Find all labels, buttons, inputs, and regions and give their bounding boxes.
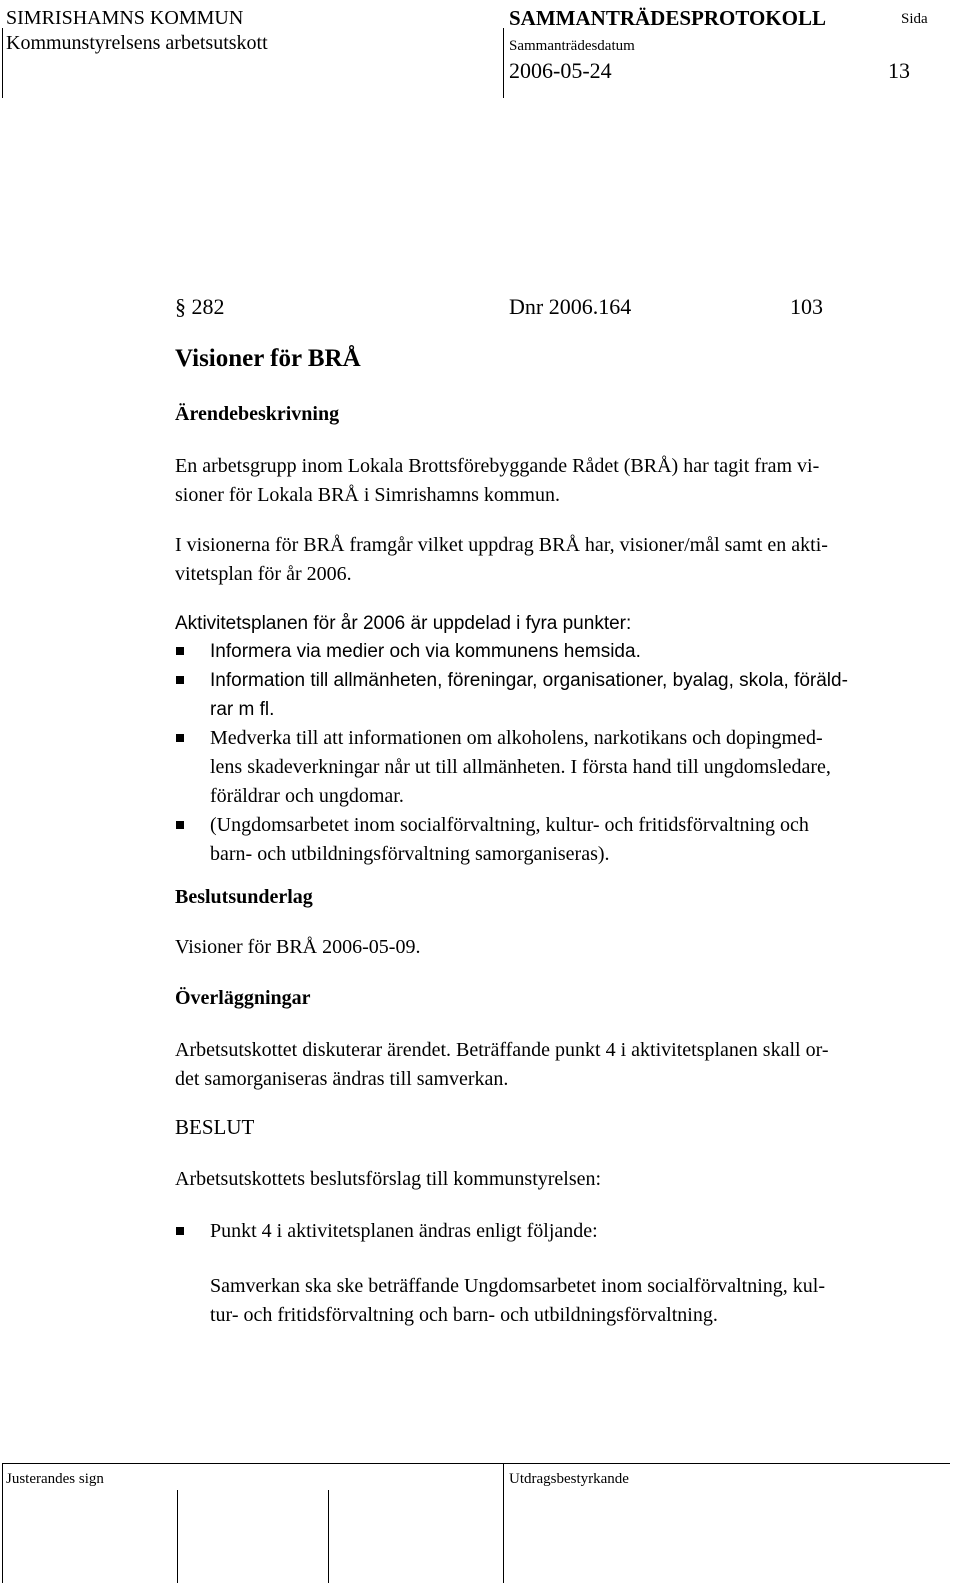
footer-rule <box>177 1490 178 1583</box>
bullet-text: rar m fl. <box>210 699 275 720</box>
header-mid-rule <box>503 28 504 98</box>
paragraph-line: tur- och fritidsförvaltning och barn- och utbildningsförvaltning. <box>210 1304 718 1326</box>
page-number: 13 <box>888 58 910 83</box>
heading-beslutsunderlag: Beslutsunderlag <box>175 886 313 908</box>
bullet-text: lens skadeverkningar når ut till allmänheten. I första hand till ungdomsledare, <box>210 756 831 778</box>
paragraph-line: Samverkan ska ske beträffande Ungdomsarbetet inom socialförvaltning, kul- <box>210 1275 826 1297</box>
committee-name: Kommunstyrelsens arbetsutskott <box>6 32 268 54</box>
plan-intro: Aktivitetsplanen för år 2006 är uppdelad i fyra punkter: <box>175 613 632 634</box>
case-number: 103 <box>790 294 823 319</box>
meeting-date: 2006-05-24 <box>509 58 612 83</box>
bullet-marker <box>176 1227 184 1235</box>
bullet-marker <box>176 734 184 742</box>
bullet-text: (Ungdomsarbetet inom socialförvaltning, kultur- och fritidsförvaltning och <box>210 814 809 836</box>
beslut-bullet-text: Punkt 4 i aktivitetsplanen ändras enligt följande: <box>210 1220 598 1242</box>
footer-rule <box>503 1463 504 1583</box>
case-title: Visioner för BRÅ <box>175 345 361 372</box>
bullet-marker <box>176 821 184 829</box>
paragraph-line: I visionerna för BRÅ framgår vilket uppdrag BRÅ har, visioner/mål samt en akti- <box>175 534 828 556</box>
utdragsbestyrkande-label: Utdragsbestyrkande <box>509 1471 629 1487</box>
footer-top-rule <box>2 1463 950 1464</box>
page-label: Sida <box>901 11 928 27</box>
bullet-text: Information till allmänheten, föreningar, organisationer, byalag, skola, föräld- <box>210 670 848 691</box>
beslut-intro: Arbetsutskottets beslutsförslag till kommunstyrelsen: <box>175 1168 602 1190</box>
dnr: Dnr 2006.164 <box>509 294 632 319</box>
footer-rule <box>328 1490 329 1583</box>
paragraph-line: det samorganiseras ändras till samverkan. <box>175 1068 509 1090</box>
bullet-text: Informera via medier och via kommunens hemsida. <box>210 641 641 662</box>
heading-beslut: BESLUT <box>175 1115 255 1139</box>
paragraph-number: § 282 <box>175 294 225 319</box>
justerandes-sign-label: Justerandes sign <box>6 1471 104 1487</box>
protocol-title: SAMMANTRÄDESPROTOKOLL <box>509 6 826 30</box>
paragraph-line: Arbetsutskottet diskuterar ärendet. Beträffande punkt 4 i aktivitetsplanen skall or- <box>175 1039 829 1061</box>
bullet-text: Medverka till att informationen om alkoholens, narkotikans och dopingmed- <box>210 727 823 749</box>
bullet-marker <box>176 676 184 684</box>
heading-overlaggningar: Överläggningar <box>175 987 311 1009</box>
paragraph-line: En arbetsgrupp inom Lokala Brottsförebyggande Rådet (BRÅ) har tagit fram vi- <box>175 455 820 477</box>
bullet-text: barn- och utbildningsförvaltning samorganiseras). <box>210 843 610 865</box>
heading-arendebeskrivning: Ärendebeskrivning <box>175 403 340 425</box>
paragraph-line: sioner för Lokala BRÅ i Simrishamns kommun. <box>175 484 560 506</box>
paragraph-line: vitetsplan för år 2006. <box>175 563 352 585</box>
municipality-name: SIMRISHAMNS KOMMUN <box>6 7 244 29</box>
beslutsunderlag-text: Visioner för BRÅ 2006-05-09. <box>175 936 421 958</box>
bullet-marker <box>176 647 184 655</box>
bullet-text: föräldrar och ungdomar. <box>210 785 404 807</box>
header-left-rule <box>2 28 3 98</box>
footer-rule <box>2 1463 3 1583</box>
date-label: Sammanträdesdatum <box>509 38 635 54</box>
